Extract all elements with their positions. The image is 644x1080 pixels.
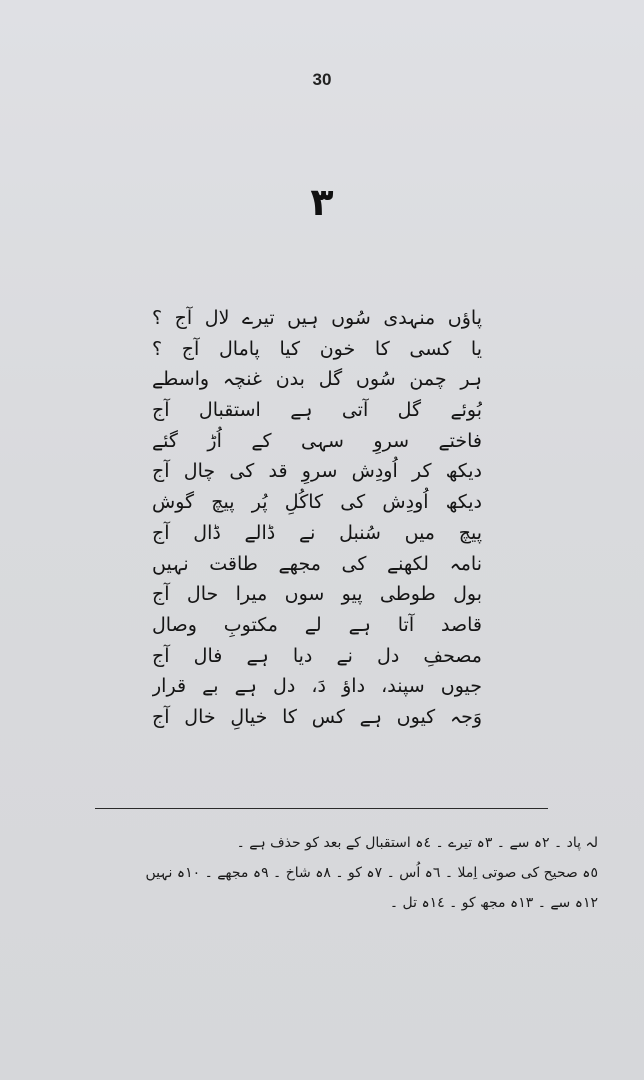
verse-line: یا کسی کا خون کیا پامال آج ؟ bbox=[152, 337, 482, 360]
footnote-line: ٥ہ صحیح کی صوتی اِملا ۔ ٦ہ اُس ۔ ٧ہ کو ۔ ٨ہ شاخ ۔ ٩ہ مجھے ۔ ١٠ہ نہیں bbox=[145, 865, 598, 881]
verse-line: دیکھ اُودِش کی کاکُلِ پُر پیچ گوش bbox=[152, 491, 482, 514]
verse-line: فاختے سروِ سہی کے اُڑ گئے bbox=[152, 429, 482, 452]
verse-line: پیچ میں سُنبل نے ڈالے ڈال آج bbox=[152, 521, 482, 544]
verse-line: بول طوطی پیو سوں میرا حال آج bbox=[152, 583, 482, 606]
footnote-divider bbox=[95, 808, 548, 809]
poem-block bbox=[152, 303, 482, 733]
footnotes-block bbox=[78, 828, 598, 918]
footnote-line: ١٢ہ سے ۔ ١٣ہ مجھ کو ۔ ١٤ہ تل ۔ bbox=[389, 895, 598, 911]
footnote-line: لہ پاد ۔ ٢ہ سے ۔ ٣ہ تیرے ۔ ٤ہ استقبال کے بعد کو حذف ہے ۔ bbox=[236, 835, 598, 851]
verse-line: وَجہ کیوں ہے کس کا خیالِ خال آج bbox=[152, 705, 482, 728]
poem-number: ۳ bbox=[310, 180, 334, 224]
verse-line: مصحفِ دل نے دیا ہے فال آج bbox=[152, 644, 482, 667]
verse-line: نامہ لکھنے کی مجھے طاقت نہیں bbox=[152, 552, 482, 575]
verse-line: جیوں سپند، داؤ دَ، دل ہے بے قرار bbox=[152, 675, 482, 698]
verse-line: دیکھ کر اُودِش سروِ قد کی چال آج bbox=[152, 460, 482, 483]
page-number: 30 bbox=[312, 70, 332, 89]
verse-line: ہر چمن سُوں گل بدن غنچہ واسطے bbox=[152, 368, 482, 391]
verse-line: پاؤں منہدی سُوں ہیں تیرے لال آج ؟ bbox=[152, 307, 482, 329]
verse-line: قاصد آتا ہے لے مکتوبِ وصال bbox=[152, 613, 482, 636]
verse-line: بُوئے گل آتی ہے استقبال آج bbox=[152, 399, 482, 422]
